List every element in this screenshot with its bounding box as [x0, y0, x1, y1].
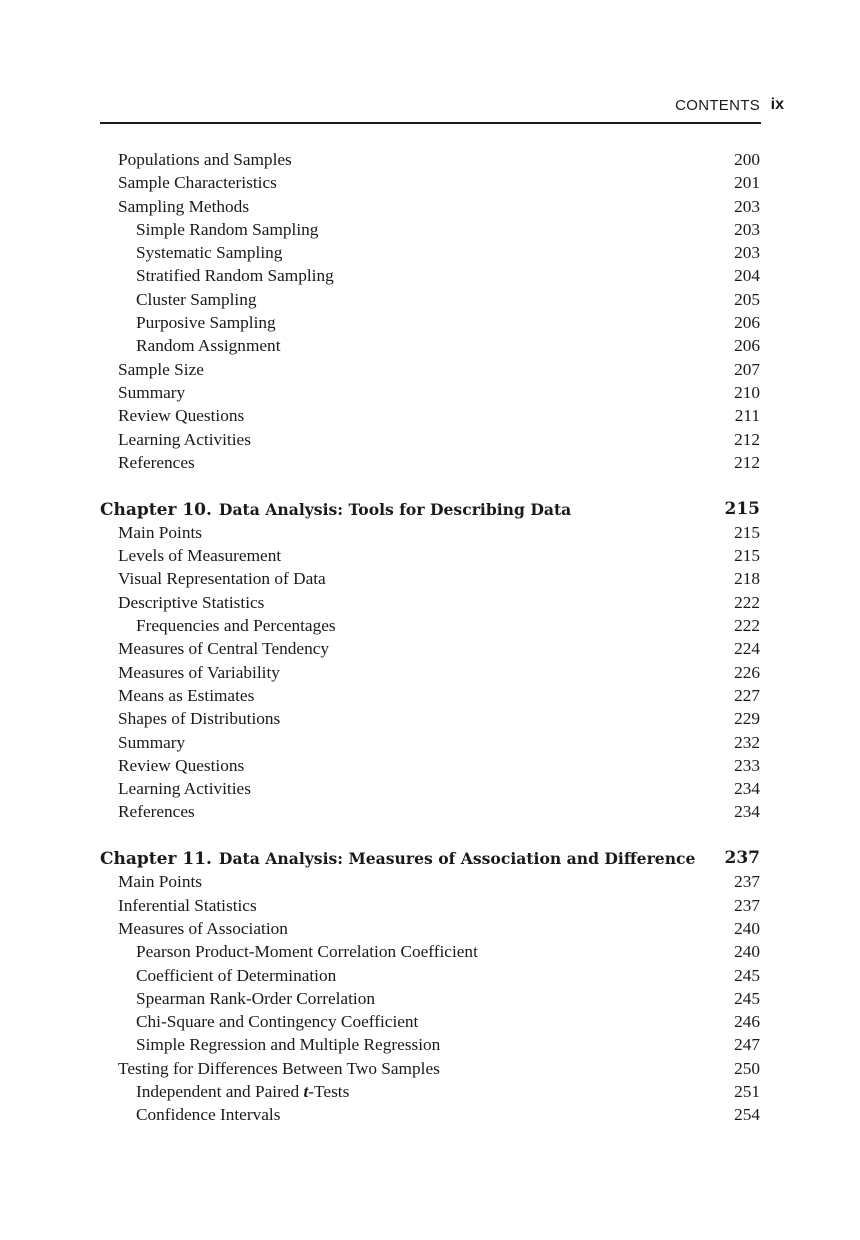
- toc-entry[interactable]: [100, 940, 760, 963]
- toc-entry-page: 201: [734, 173, 760, 193]
- toc-entry-page: 210: [734, 382, 760, 402]
- toc-entry-title: Chi-Square and Contingency Coefficient: [136, 1012, 419, 1032]
- toc-entry-page: 229: [734, 709, 760, 729]
- section-label: CONTENTS: [675, 97, 760, 114]
- toc-entry-title: Sample Size: [118, 359, 204, 379]
- toc-entry-page: 237: [734, 895, 760, 915]
- toc-entry-title: Review Questions: [118, 755, 245, 775]
- toc-entry[interactable]: [100, 917, 760, 940]
- toc-entry[interactable]: [100, 591, 760, 614]
- toc-entry[interactable]: [100, 637, 760, 660]
- toc-entry-page: 203: [734, 196, 760, 216]
- toc-entry-title: Measures of Central Tendency: [118, 639, 330, 659]
- chapter-title-text: Data Analysis: Measures of Association and Difference: [218, 849, 696, 869]
- toc-entry-page: 245: [734, 965, 760, 985]
- toc-entry[interactable]: [100, 241, 760, 264]
- toc-entry-page: 211: [734, 406, 760, 426]
- toc-entry[interactable]: [100, 334, 760, 357]
- toc-entry[interactable]: [100, 148, 760, 171]
- toc-entry-title: Pearson Product-Moment Correlation Coefficient: [136, 942, 478, 962]
- italic-t: t: [303, 1082, 309, 1102]
- toc-entry-title: Spearman Rank-Order Correlation: [136, 988, 375, 1008]
- toc-entry[interactable]: [100, 870, 760, 893]
- toc-entry[interactable]: [100, 614, 760, 637]
- toc-entry[interactable]: [100, 428, 760, 451]
- toc-entry-page: 215: [734, 546, 760, 566]
- chapter-title: [100, 498, 571, 522]
- toc-entry-title: Means as Estimates: [118, 685, 255, 705]
- toc-entry-page: 203: [734, 219, 760, 239]
- toc-entry-title: Main Points: [118, 872, 203, 892]
- toc-entry-title: References: [118, 452, 195, 472]
- toc-entry-page: 254: [734, 1105, 760, 1125]
- toc-entry-title: Inferential Statistics: [118, 895, 257, 915]
- toc-entry[interactable]: [100, 521, 760, 544]
- toc-entry-title: Confidence Intervals: [136, 1105, 281, 1125]
- chapter-title: [100, 847, 695, 871]
- toc-entry-title: Systematic Sampling: [136, 243, 283, 263]
- toc-entry-page: 222: [734, 616, 760, 636]
- chapter-heading[interactable]: [100, 847, 760, 870]
- toc-entry-title: Stratified Random Sampling: [136, 266, 334, 286]
- toc-entry-title: Random Assignment: [136, 336, 281, 356]
- toc-entry-title: Summary: [118, 382, 186, 402]
- toc-entry-title: Levels of Measurement: [118, 546, 282, 566]
- chapter-page-number: 215: [724, 498, 760, 519]
- toc-entry[interactable]: [100, 1103, 760, 1126]
- toc-entry[interactable]: [100, 544, 760, 567]
- toc-entry-page: 250: [734, 1058, 760, 1078]
- toc-entry-page: 245: [734, 988, 760, 1008]
- toc-entry-page: 233: [734, 755, 760, 775]
- toc-entry-page: 246: [734, 1012, 760, 1032]
- toc-entry[interactable]: [100, 731, 760, 754]
- chapter-title-text: Data Analysis: Tools for Describing Data: [218, 499, 572, 519]
- toc-entry-page: 218: [734, 569, 760, 589]
- toc-entry-title: Coefficient of Determination: [136, 965, 337, 985]
- toc-entry-page: 206: [734, 336, 760, 356]
- chapter-number: Chapter 11.: [100, 849, 212, 870]
- toc-entry-page: 226: [734, 662, 760, 682]
- toc-entry[interactable]: [100, 381, 760, 404]
- header-rule: [100, 122, 761, 124]
- toc-entry[interactable]: [100, 404, 760, 427]
- section-gap: [100, 824, 760, 847]
- chapter-number: Chapter 10.: [100, 499, 212, 520]
- toc-entry[interactable]: [100, 567, 760, 590]
- toc-list: [100, 148, 760, 1127]
- toc-entry[interactable]: [100, 800, 760, 823]
- toc-entry-title: Simple Random Sampling: [136, 219, 319, 239]
- toc-entry-page: 232: [734, 732, 760, 752]
- toc-entry[interactable]: [100, 707, 760, 730]
- toc-entry-page: 240: [734, 918, 760, 938]
- toc-entry-page: 234: [734, 779, 760, 799]
- toc-entry-title: Sample Characteristics: [118, 173, 277, 193]
- toc-entry[interactable]: [100, 684, 760, 707]
- toc-entry[interactable]: [100, 171, 760, 194]
- toc-entry-page: 204: [734, 266, 760, 286]
- toc-entry-title: Main Points: [118, 522, 203, 542]
- toc-entry-title: Learning Activities: [118, 779, 251, 799]
- toc-entry[interactable]: [100, 777, 760, 800]
- toc-entry[interactable]: [100, 661, 760, 684]
- toc-entry-title-part: Independent and Paired: [136, 1082, 304, 1102]
- toc-entry[interactable]: [100, 311, 760, 334]
- toc-entry-page: 222: [734, 592, 760, 612]
- toc-entry-title: [136, 1080, 349, 1103]
- toc-entry-page: 251: [734, 1082, 760, 1102]
- toc-entry[interactable]: [100, 1010, 760, 1033]
- toc-entry-page: 206: [734, 313, 760, 333]
- page-folio: ix: [770, 96, 784, 113]
- toc-entry-title-part: -Tests: [308, 1082, 350, 1102]
- toc-entry-page: 200: [734, 150, 760, 169]
- toc-entry-title: Descriptive Statistics: [118, 592, 265, 612]
- toc-entry[interactable]: [100, 288, 760, 311]
- toc-entry-page: 212: [734, 452, 760, 472]
- section-gap: [100, 474, 760, 497]
- toc-entry-title: Review Questions: [118, 406, 245, 426]
- toc-entry[interactable]: [100, 195, 760, 218]
- toc-entry-title: Testing for Differences Between Two Samples: [118, 1058, 440, 1078]
- running-head: [100, 96, 784, 119]
- toc-entry-title: Populations and Samples: [118, 150, 292, 169]
- toc-entry[interactable]: [100, 218, 760, 241]
- toc-entry-page: 212: [734, 429, 760, 449]
- toc-entry-page: 203: [734, 243, 760, 263]
- toc-entry-title: Simple Regression and Multiple Regression: [136, 1035, 441, 1055]
- toc-entry[interactable]: [100, 1057, 760, 1080]
- toc-entry-title: Shapes of Distributions: [118, 709, 281, 729]
- toc-entry-page: 234: [734, 802, 760, 822]
- toc-entry-title: Cluster Sampling: [136, 289, 257, 309]
- toc-entry-title: Visual Representation of Data: [118, 569, 326, 589]
- toc-entry-page: 227: [734, 685, 760, 705]
- toc-entry-title: Learning Activities: [118, 429, 251, 449]
- toc-entry-title: Summary: [118, 732, 186, 752]
- toc-entry[interactable]: [100, 1080, 760, 1103]
- toc-entry-page: 237: [734, 872, 760, 892]
- toc-entry-page: 215: [734, 522, 760, 542]
- toc-entry-page: 240: [734, 942, 760, 962]
- toc-entry-title: Purposive Sampling: [136, 313, 276, 333]
- toc-entry[interactable]: [100, 964, 760, 987]
- toc-entry[interactable]: [100, 754, 760, 777]
- toc-entry-title: Measures of Variability: [118, 662, 280, 682]
- toc-entry[interactable]: [100, 1033, 760, 1056]
- toc-entry[interactable]: [100, 358, 760, 381]
- toc-entry[interactable]: [100, 894, 760, 917]
- toc-entry-title: Frequencies and Percentages: [136, 616, 336, 636]
- toc-entry-title: Sampling Methods: [118, 196, 250, 216]
- toc-entry-page: 207: [734, 359, 760, 379]
- toc-entry-page: 205: [734, 289, 760, 309]
- toc-entry-title: References: [118, 802, 195, 822]
- toc-entry[interactable]: [100, 264, 760, 287]
- chapter-page-number: 237: [724, 848, 760, 869]
- toc-entry[interactable]: [100, 987, 760, 1010]
- toc-entry-page: 224: [734, 639, 760, 659]
- toc-entry-page: 247: [734, 1035, 760, 1055]
- chapter-heading[interactable]: [100, 498, 760, 521]
- toc-entry-title: Measures of Association: [118, 918, 288, 938]
- toc-entry[interactable]: [100, 451, 760, 474]
